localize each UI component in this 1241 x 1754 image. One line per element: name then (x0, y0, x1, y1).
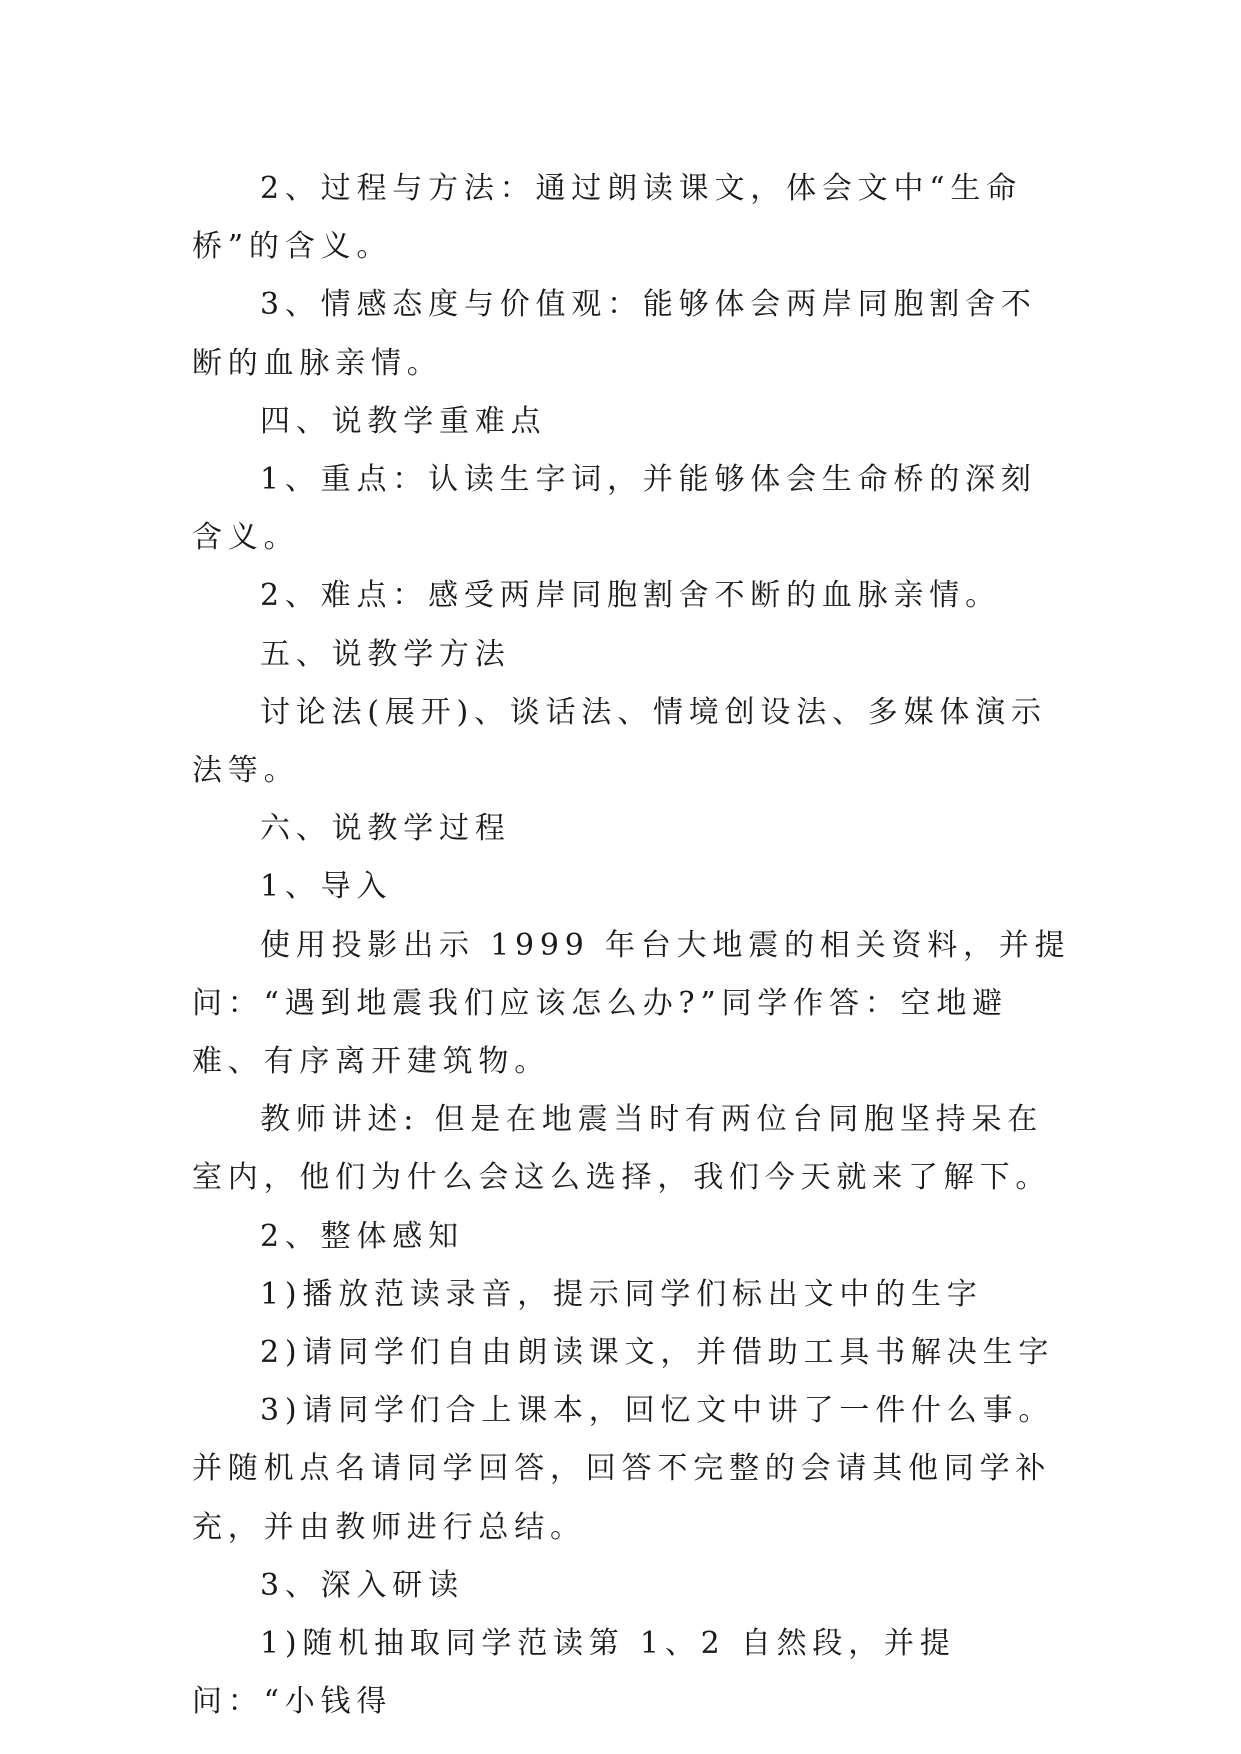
heading-teaching-process: 六、说教学过程 (260, 811, 511, 847)
paragraph-process-method: 2、过程与方法：通过朗读课文，体会文中“生命桥”的含义。 (192, 171, 1023, 265)
list-item-model-reading: 1)随机抽取同学范读第 1、2 自然段，并提问：“小钱得 (192, 1626, 956, 1720)
list-item-recall-story: 3)请同学们合上课本，回忆文中讲了一件什么事。并随机点名请同学回答，回答不完整的会请其他同学补充，并由教师进行总结。 (192, 1393, 1055, 1545)
paragraph-key-point: 1、重点：认读生字词，并能够体会生命桥的深刻含义。 (192, 462, 1037, 556)
document-body (192, 160, 1072, 1731)
paragraph-difficult-point: 2、难点：感受两岸同胞割舍不断的血脉亲情。 (260, 578, 1001, 614)
subheading-overall-perception: 2、整体感知 (260, 1218, 464, 1254)
paragraph-teacher-narration: 教师讲述: 但是在地震当时有两位台同胞坚持呆在室内，他们为什么会这么选择，我们今天就来了解下。 (192, 1102, 1052, 1196)
paragraph-introduction: 使用投影出示 1999 年台大地震的相关资料，并提问：“遇到地震我们应该怎么办?”同学作答：空地避难、有序离开建筑物。 (192, 927, 1071, 1080)
paragraph-emotion-values: 3、情感态度与价值观：能够体会两岸同胞割舍不断的血脉亲情。 (192, 287, 1037, 381)
subheading-introduction: 1、导入 (260, 869, 393, 905)
heading-teaching-methods: 五、说教学方法 (260, 636, 511, 672)
subheading-in-depth-study: 3、深入研读 (260, 1567, 464, 1603)
list-item-play-recording: 1)播放范读录音，提示同学们标出文中的生字 (260, 1276, 983, 1312)
paragraph-methods-list: 讨论法(展开)、谈话法、情境创设法、多媒体演示法等。 (192, 694, 1047, 789)
list-item-free-reading: 2)请同学们自由朗读课文，并借助工具书解决生字 (260, 1335, 1055, 1371)
heading-key-difficult-points: 四、说教学重难点 (260, 403, 547, 439)
